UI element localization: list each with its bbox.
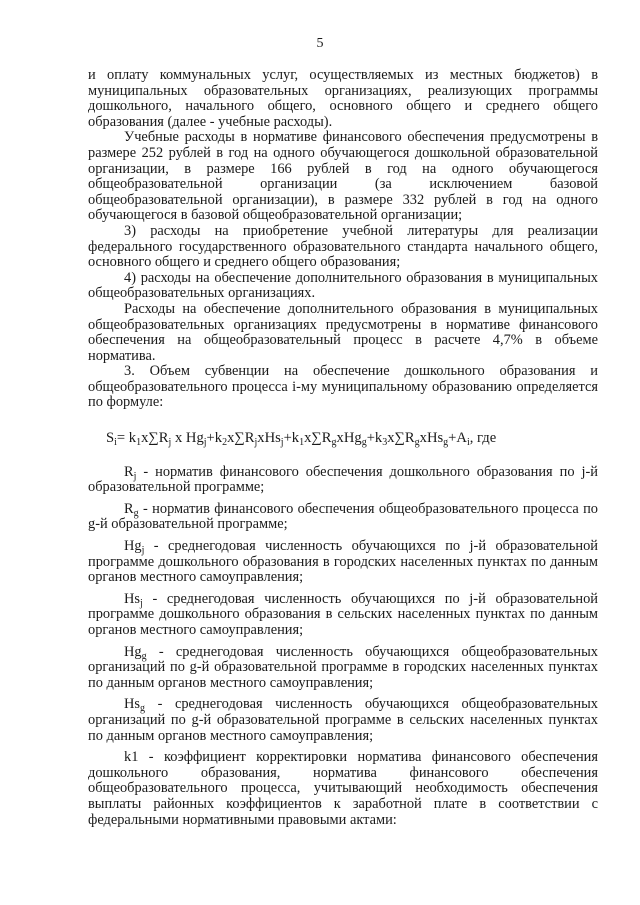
- page-number: 5: [316, 36, 324, 51]
- definition-hgj: $Hg_j$ - среднегодовая численность обучающихся по j-й образовательной программе дошкольного образования в городских населенных пунктах по данным органов местного самоуправления;: [88, 538, 598, 586]
- definition-hsj: $Hs_j$ - среднегодовая численность обучающихся по j-й образовательной программе дошкольного образования в сельских населенных пунктах по данным органов местного самоуправления;: [88, 590, 598, 638]
- formula: $S_i= k_1x\sum R_j$ x $Hg_j+k_2x\sum R_jxHs_j+k_1x\sum R_gxHg_g+k_3x\sum R_gxHs_g+A_i$, где: [106, 430, 497, 449]
- definition-k1: k1 - коэффициент корректировки норматива финансового обеспечения дошкольного образования, норматива финансового обеспечения общеобразовательного процесса, учитывающий необходимость обеспечения выплаты районных коэффициентов к заработной плате в соответствии с федеральными нормативными правовыми актами:: [88, 749, 598, 828]
- definition-hgg: $Hg_g$ - среднегодовая численность обучающихся общеобразовательных организаций по g-й образовательной программе в городских населенных пунктах по данным органов местного самоуправления;: [88, 643, 598, 691]
- paragraph: Учебные расходы в нормативе финансового обеспечения предусмотрены в размере 252 рублей в год на одного обучающегося дошкольной образовательной организации, в размере 166 рублей в год на одного обучающегося общеобразовательной организации (за исключением базовой общеобразовательной организации), в размере 332 рублей в год на одного обучающегося в базовой общеобразовательной организации;: [88, 129, 598, 224]
- clause-3: 3. Объем субвенции на обеспечение дошкольного образования и общеобразовательного процесса i-му муниципальному образованию определяется по формуле:: [88, 363, 598, 411]
- definition-rj: $R_j$ - норматив финансового обеспечения дошкольного образования по j-й образовательной программе;: [88, 463, 598, 496]
- list-item-3: 3) расходы на приобретение учебной литературы для реализации федерального государственного образовательного стандарта начального общего, основного общего и среднего общего образования;: [88, 222, 598, 271]
- definition-rg: $R_g$ - норматив финансового обеспечения общеобразовательного процесса по g-й образовательной программе;: [88, 500, 598, 533]
- list-item-4: 4) расходы на обеспечение дополнительного образования в муниципальных общеобразовательных организациях.: [88, 269, 598, 302]
- paragraph: Расходы на обеспечение дополнительного образования в муниципальных общеобразовательных организациях предусмотрены в нормативе финансового обеспечения на общеобразовательный процесс в расчете 4,7% в объеме норматива.: [88, 300, 598, 364]
- paragraph: и оплату коммунальных услуг, осуществляемых из местных бюджетов) в муниципальных образовательных организациях, реализующих программы дошкольного, начального общего, основного общего и среднего общего образования (далее - учебные расходы).: [88, 67, 598, 130]
- document-body: [88, 68, 598, 834]
- definition-hsg: $Hs_g$ - среднегодовая численность обучающихся общеобразовательных организаций по g-й образовательной программе в сельских населенных пунктах по данным органов местного самоуправления;: [88, 696, 598, 744]
